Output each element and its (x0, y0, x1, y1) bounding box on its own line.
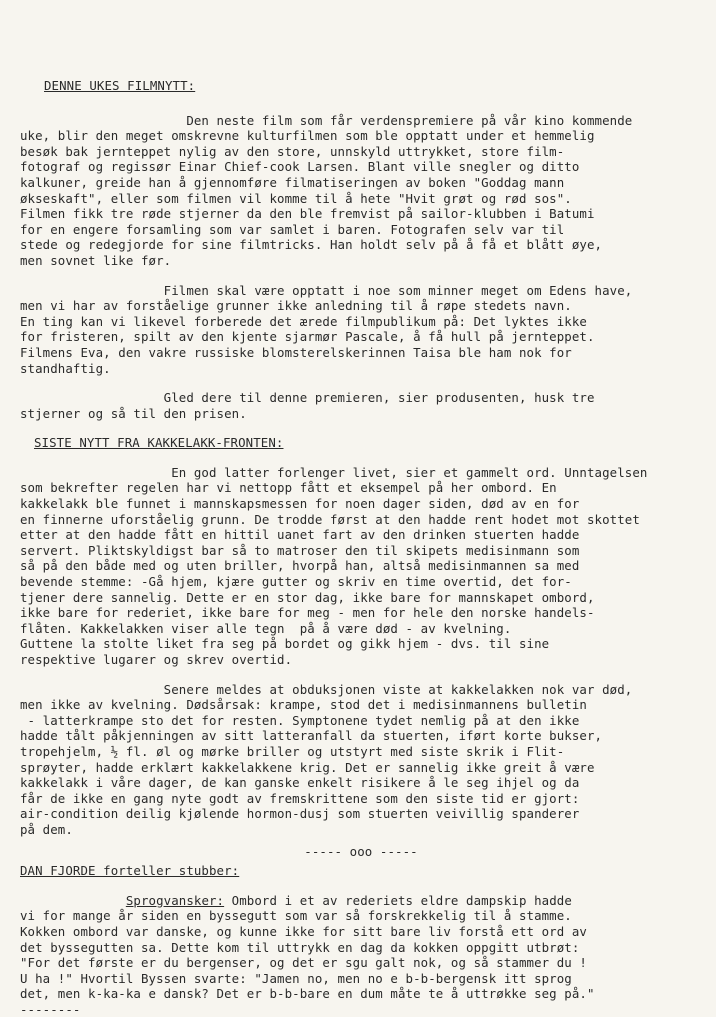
text-line: så på den både med og uten briller, hvorpå han, altså medisinmannen sa med (20, 558, 580, 574)
text-line: men sovnet like før. (20, 252, 172, 268)
text-line: bevende stemme: -Gå hjem, kjære gutter og skriv en time overtid, det for- (20, 574, 572, 590)
text-line: servert. Pliktskyldigst bar så to matroser den til skipets medisinmann som (20, 542, 580, 558)
text-line: U ha !" Hvortil Byssen svarte: "Jamen no, men no e b-b-bergensk itt sprog (20, 970, 572, 986)
text-line: for fristeren, spilt av den kjente sjarmør Pascale, å få hull på jernteppet. (20, 329, 595, 345)
section-divider: ----- ooo ----- (304, 843, 418, 859)
text-line: etter at den hadde fått en hittil uanet fart av den drinken stuerten hadde (20, 527, 580, 543)
text-line: - latterkrampe sto det for resten. Symptonene tydet nemlig på at den ikke (20, 712, 580, 728)
text-line: Guttene la stolte liket fra seg på bordet og gikk hjem - dvs. til sine (20, 636, 550, 652)
filmnytt-paragraph-1 (20, 113, 702, 269)
text-line: "For det første er du bergenser, og det er sgu galt nok, og så stammer du ! (20, 955, 587, 971)
text-line: air-condition deilig kjølende hormon-dusj som stuerten veivillig spanderer (20, 806, 580, 822)
kakkelakk-paragraph-1 (20, 465, 702, 668)
text-line: respektive lugarer og skrev overtid. (20, 652, 293, 667)
text-line: kakkelakk i våre dager, de kan ganske enkelt risikere å le seg ihjel og da (20, 775, 580, 791)
text-line: Kokken ombord var danske, og kunne ikke for sitt bare liv forstå ett ord av (20, 923, 587, 939)
filmnytt-paragraph-2 (20, 283, 702, 377)
text-line: En god latter forlenger livet, sier et gammelt ord. Unntagelsen (20, 464, 648, 480)
text-line: besøk bak jernteppet nylig av den store, unnskyld uttrykket, store film- (20, 143, 565, 159)
section-heading-kakkelakk: SISTE NYTT FRA KAKKELAKK-FRONTEN: (34, 435, 284, 451)
text-line: -------- (20, 1001, 81, 1017)
text-line: flåten. Kakkelakken viser alle tegn på å være død - av kvelning. (20, 620, 512, 636)
text-line: Filmen fikk tre røde stjerner da den ble fremvist på sailor-klubben i Batumi (20, 206, 595, 222)
story-title: Sprogvansker: (125, 892, 225, 908)
text-line: fotograf og regissør Einar Chief-cook Larsen. Blant ville snegler og ditto (20, 159, 580, 175)
text-line: stede og redegjorde for sine filmtricks. Han holdt selv på å få et blått øye, (20, 237, 603, 253)
text-line: men vi har av forståelige grunner ikke anledning til å røpe stedets navn. (20, 298, 572, 314)
text-line: Den neste film som får verdenspremiere på vår kino kommende (20, 112, 633, 128)
section-heading-filmnytt: DENNE UKES FILMNYTT: (44, 78, 196, 93)
kakkelakk-paragraph-2 (20, 682, 702, 838)
text-line: som bekrefter regelen har vi nettopp fått et eksempel på her ombord. En (20, 480, 557, 496)
text-line: økseskaft", eller som filmen vil komme til å hete "Hvit grøt og rød sos". (20, 190, 572, 206)
text-line: ikke bare for rederiet, ikke bare for meg - men for hele den norske handels- (20, 605, 595, 621)
sprogvansker-paragraph (20, 893, 702, 1017)
text-line: Senere meldes at obduksjonen viste at kakkelakken nok var død, (20, 681, 633, 697)
text-line: stjerner og så til den prisen. (20, 405, 247, 421)
text-line (20, 893, 702, 909)
text-line: en finnerne uforståelig grunn. De trodde først at den hadde rent hodet mot skottet (20, 511, 640, 527)
story-first-line: Ombord i et av rederiets eldre dampskip hadde (224, 892, 572, 908)
text-line: tjener dere sannelig. Dette er en stor dag, ikke bare for mannskapet ombord, (20, 589, 595, 605)
text-line: det byssegutten sa. Dette kom til uttrykk en dag da kokken oppgitt utbrøt: (20, 939, 580, 955)
text-line: uke, blir den meget omskrevne kulturfilmen som ble opptatt under et hemmelig (20, 128, 595, 144)
text-line: tropehjelm, ½ fl. øl og mørke briller og utstyrt med siste skrik i Flit- (20, 743, 565, 759)
text-line: på dem. (20, 821, 73, 837)
text-line: Filmens Eva, den vakre russiske blomsterelskerinnen Taisa ble ham nok for (20, 344, 572, 360)
text-line: En ting kan vi likevel forberede det ærede filmpublikum på: Det lyktes ikke (20, 313, 587, 329)
text-line: kakkelakk ble funnet i mannskapsmessen for noen dager siden, død av en for (20, 496, 580, 512)
text-line: hadde tålt påkjenningen av sitt latteranfall da stuerten, iført korte bukser, (20, 728, 603, 744)
text-line: Filmen skal være opptatt i noe som minner meget om Edens have, (20, 282, 633, 298)
text-line: for en engere forsamling som var samlet i baren. Fotografen selv var til (20, 221, 565, 237)
text-line: sprøyter, hadde erklært kakkelakkene krig. Det er sannelig ikke greit å være (20, 759, 595, 775)
text-line: men ikke av kvelning. Dødsårsak: krampe, stod det i medisinmannens bulletin (20, 697, 587, 713)
text-line: får de ikke en gang nyte godt av fremskrittene som den siste tid er gjort: (20, 790, 580, 806)
text-line: det, men k-ka-ka e dansk? Det er b-b-bare en dum måte te å uttrøkke seg på." (20, 986, 595, 1002)
text-line: Gled dere til denne premieren, sier produsenten, husk tre (20, 390, 595, 406)
text-line: kalkuner, greide han å gjennomføre filmatiseringen av boken "Goddag mann (20, 174, 565, 190)
text-line: standhaftig. (20, 360, 111, 376)
filmnytt-paragraph-3 (20, 390, 702, 421)
text-line: vi for mange år siden en byssegutt som var så forskrekkelig til å stamme. (20, 908, 572, 924)
section-heading-dan-fjorde: DAN FJORDE forteller stubber: (20, 863, 240, 879)
